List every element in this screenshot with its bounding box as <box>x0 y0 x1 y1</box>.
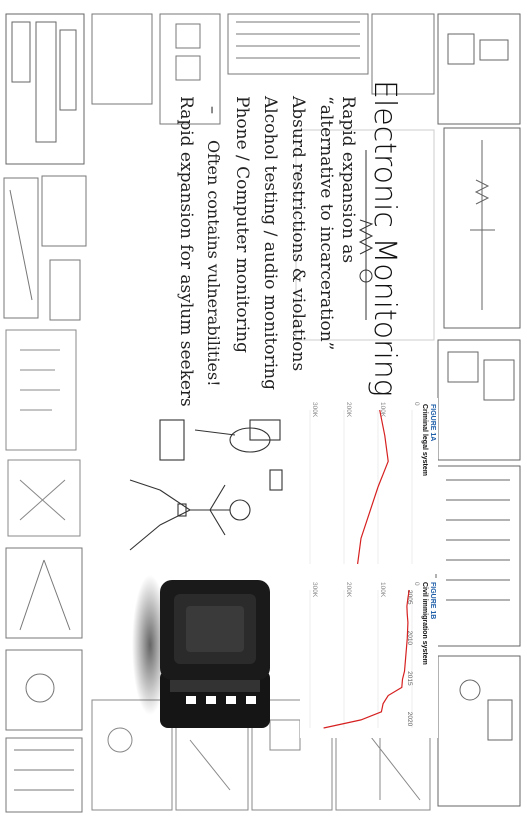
y-tick-label: 0 <box>413 582 420 586</box>
y-tick-label: 0 <box>413 402 420 406</box>
bullet-3: Alcohol testing / audio monitoring <box>260 96 280 390</box>
sub-bullet: Often contains vulnerabilities! <box>204 140 223 387</box>
x-tick-label: 2020 <box>406 711 413 727</box>
bullet-1: Rapid expansion as <box>338 96 358 264</box>
series-line <box>358 410 389 564</box>
patent-sheet-2 <box>4 176 86 320</box>
patent-sheet-1 <box>6 14 84 164</box>
y-tick-label: 200K <box>345 582 352 598</box>
x-tick-label: 2010 <box>406 630 413 646</box>
figure-1b-title: Civil immigration system <box>421 582 428 665</box>
bullet-4: Phone / Computer monitoring <box>232 96 252 353</box>
x-tick-label: 2005 <box>406 590 413 605</box>
ankle-monitor-image <box>130 560 280 730</box>
series-line <box>324 590 410 728</box>
y-tick-label: 300K <box>311 582 318 598</box>
patent-sheet-3 <box>6 330 80 536</box>
y-tick-label: 100K <box>379 402 386 418</box>
figure-1b-chart <box>300 578 438 738</box>
runner-drawing <box>100 400 300 560</box>
figure-1a <box>300 398 438 574</box>
figure-1a-chart <box>300 398 438 574</box>
bullet-1-cont: “alternative to incarceration” <box>316 96 336 351</box>
bullet-5: Rapid expansion for asylum seekers <box>176 96 196 407</box>
figure-1b-label: FIGURE 1B <box>429 582 436 620</box>
figure-1a-label: FIGURE 1A <box>429 404 436 442</box>
sub-bullet-dash: – <box>204 106 223 114</box>
slide-title: Electronic Monitoring <box>367 80 402 397</box>
figure-1b <box>300 578 438 738</box>
y-tick-label: 200K <box>345 402 352 418</box>
y-tick-label: 300K <box>311 402 318 418</box>
patent-sheet-4 <box>6 548 82 812</box>
x-tick-label: 2015 <box>406 671 413 686</box>
y-tick-label: 100K <box>379 582 386 598</box>
bullet-2: Absurd restrictions & violations <box>288 96 308 372</box>
patent-sheet-6 <box>436 14 520 806</box>
figure-1a-title: Criminal legal system <box>421 404 428 476</box>
